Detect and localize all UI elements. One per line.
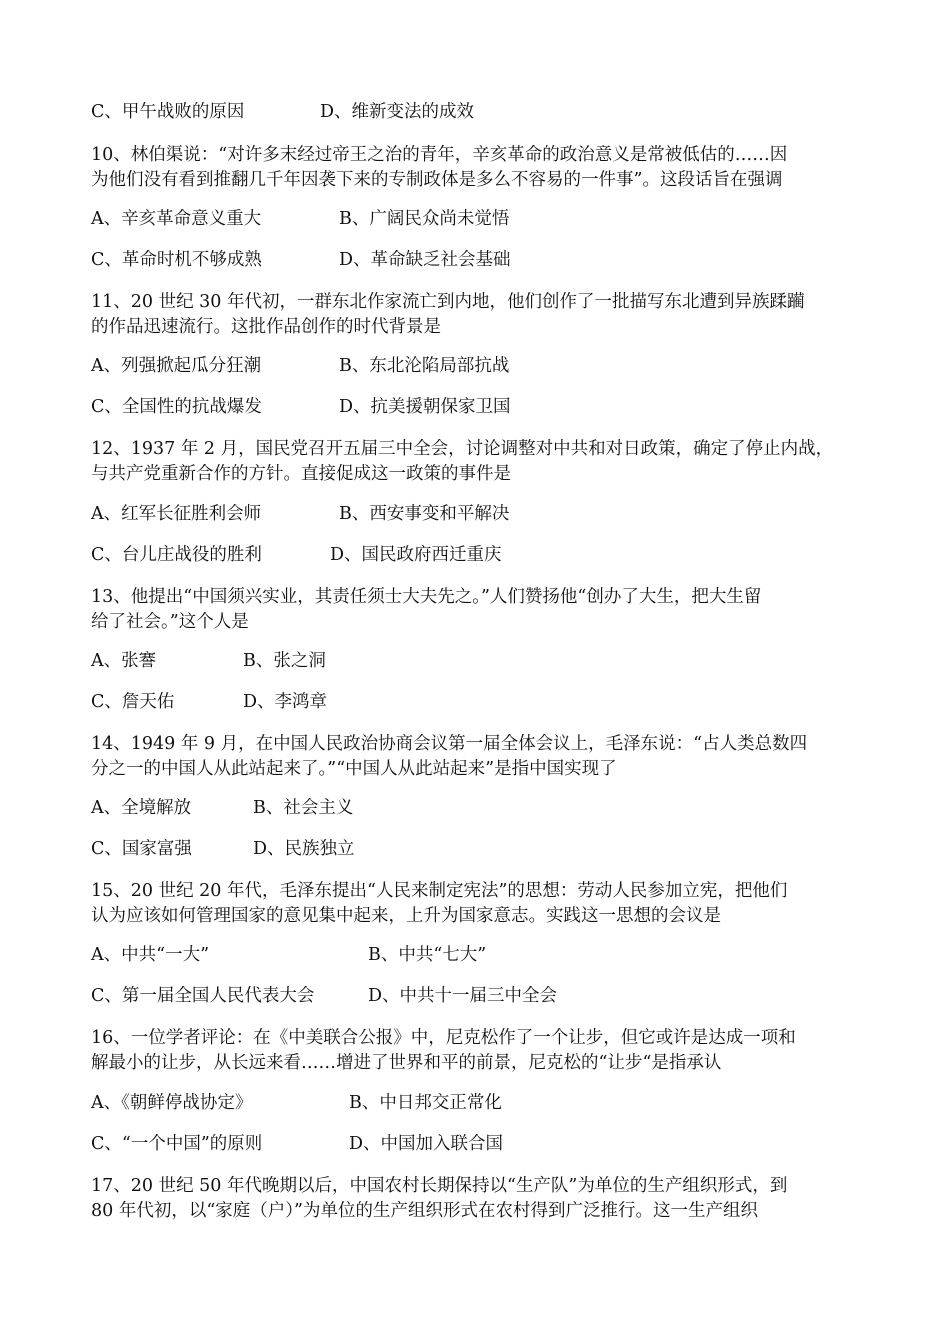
q9-option-d: D、维新变法的成效 bbox=[320, 102, 475, 122]
q14-option-d: D、民族独立 bbox=[253, 839, 355, 859]
q11-option-a: A、列强掀起瓜分狂潮 bbox=[91, 356, 262, 376]
q17-stem-line2: 80 年代初，以“家庭（户）”为单位的生产组织形式在农村得到广泛推行。这一生产组织 bbox=[91, 1201, 758, 1221]
q14-option-c: C、国家富强 bbox=[91, 839, 192, 859]
q13-option-d: D、李鸿章 bbox=[243, 692, 328, 712]
q16-stem-line1: 16、一位学者评论：在《中美联合公报》中，尼克松作了一个让步，但它或许是达成一项和 bbox=[91, 1028, 796, 1048]
q16-option-a: A、《朝鲜停战协定》 bbox=[91, 1093, 253, 1113]
q15-option-a: A、中共“一大” bbox=[91, 945, 210, 965]
q10-option-b: B、广阔民众尚未觉悟 bbox=[339, 209, 510, 229]
q11-option-d: D、抗美援朝保家卫国 bbox=[339, 397, 511, 417]
q16-stem-line2: 解最小的让步，从长远来看……增进了世界和平的前景，尼克松的“让步“是指承认 bbox=[91, 1053, 722, 1073]
q16-option-d: D、中国加入联合国 bbox=[349, 1134, 504, 1154]
q12-stem-line1: 12、1937 年 2 月，国民党召开五届三中全会，讨论调整对中共和对日政策，确定了停止内战， bbox=[91, 439, 834, 459]
q13-stem-line2: 给了社会。”这个人是 bbox=[91, 612, 249, 632]
q14-stem-line2: 分之一的中国人从此站起来了。”“中国人从此站起来”是指中国实现了 bbox=[91, 759, 617, 779]
q13-option-a: A、张謇 bbox=[91, 651, 157, 671]
q11-option-b: B、东北沦陷局部抗战 bbox=[339, 356, 510, 376]
q11-option-c: C、全国性的抗战爆发 bbox=[91, 397, 262, 417]
q12-stem-line2: 与共产党重新合作的方针。直接促成这一政策的事件是 bbox=[91, 464, 511, 484]
q17-stem-line1: 17、20 世纪 50 年代晚期以后，中国农村长期保持以“生产队”为单位的生产组织形式，到 bbox=[91, 1176, 788, 1196]
q10-option-a: A、辛亥革命意义重大 bbox=[91, 209, 262, 229]
q13-option-b: B、张之洞 bbox=[243, 651, 326, 671]
q12-option-a: A、红军长征胜利会师 bbox=[91, 504, 262, 524]
q14-option-b: B、社会主义 bbox=[253, 798, 354, 818]
q16-option-b: B、中日邦交正常化 bbox=[349, 1093, 502, 1113]
q11-stem-line2: 的作品迅速流行。这批作品创作的时代背景是 bbox=[91, 317, 441, 337]
q12-option-b: B、西安事变和平解决 bbox=[339, 504, 510, 524]
q11-stem-line1: 11、20 世纪 30 年代初，一群东北作家流亡到内地，他们创作了一批描写东北遭到异族蹂躏 bbox=[91, 292, 805, 312]
q13-option-c: C、詹天佑 bbox=[91, 692, 175, 712]
q12-option-c: C、台儿庄战役的胜利 bbox=[91, 545, 262, 565]
q10-stem-line1: 10、林伯渠说：“对许多末经过帝王之治的青年，辛亥革命的政治意义是常被低估的……因 bbox=[91, 145, 788, 165]
q15-option-b: B、中共“七大” bbox=[368, 945, 487, 965]
q9-option-c: C、甲午战败的原因 bbox=[91, 102, 245, 122]
q15-option-c: C、第一届全国人民代表大会 bbox=[91, 986, 315, 1006]
q14-option-a: A、全境解放 bbox=[91, 798, 192, 818]
q12-option-d: D、国民政府西迁重庆 bbox=[330, 545, 502, 565]
q15-stem-line1: 15、20 世纪 20 年代，毛泽东提出“人民来制定宪法”的思想：劳动人民参加立宪，把他们 bbox=[91, 881, 788, 901]
q13-stem-line1: 13、他提出“中国须兴实业，其责任须士大夫先之。”人们赞扬他“创办了大生，把大生留 bbox=[91, 587, 762, 607]
q16-option-c: C、“一个中国”的原则 bbox=[91, 1134, 263, 1154]
q10-option-d: D、革命缺乏社会基础 bbox=[339, 250, 511, 270]
q14-stem-line1: 14、1949 年 9 月，在中国人民政治协商会议第一届全体会议上，毛泽东说：“占人类总数四 bbox=[91, 734, 808, 754]
q15-option-d: D、中共十一届三中全会 bbox=[368, 986, 558, 1006]
q15-stem-line2: 认为应该如何管理国家的意见集中起来，上升为国家意志。实践这一思想的会议是 bbox=[91, 906, 721, 926]
q10-stem-line2: 为他们没有看到推翻几千年因袭下来的专制政体是多么不容易的一件事”。这段话旨在强调 bbox=[91, 170, 783, 190]
q10-option-c: C、革命时机不够成熟 bbox=[91, 250, 262, 270]
